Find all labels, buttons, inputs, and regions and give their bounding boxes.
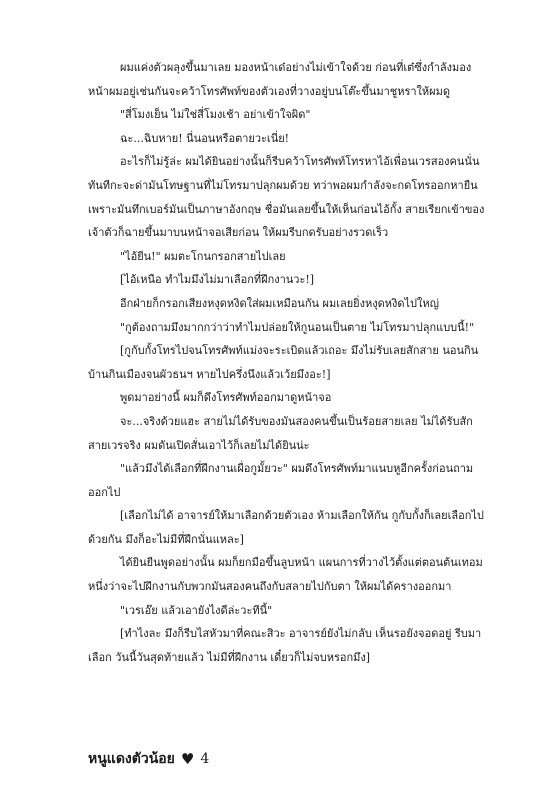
paragraph: ฉะ...ฉิบหาย! นี่นอนหรือตายวะเนี่ย! [120, 131, 290, 145]
paragraph: อะไรก็ไม่รู้ล่ะ ผมได้ยินอย่างนั้นก็รีบคว้าโทรศัพท์โทรหาไอ้เพื่อนเวรสองคนนั่นทันทีกะจะด่ามันโทษฐานที่ไม่โทรมาปลุกผมด้วย ทว่าพอผมกำลังจะกดโทรออกหายืนเพราะมันทึกเบอร์มันเป็นภาษาอังกฤษ ชื่อมันเลยขึ้นให้เห็นก่อนไอ้กั้ง สายเรียกเข้าของเจ้าตัวก็ฉายขึ้นมาบนหน้าจอเสียก่อน ให้ผมรีบกดรับอย่างรวดเร็ว [88, 155, 485, 240]
paragraph: "กูต้องถามมึงมากกว่าว่าทำไมปล่อยให้กูนอนเป็นตาย ไม่โทรมาปลุกแบบนี้!" [120, 320, 475, 334]
paragraph: จะ...จริงด้วยแฮะ สายไม่ได้รับของมันสองคนขึ้นเป็นร้อยสายเลย ไม่ได้รับสักสายเวรจริง ผมดันเปิดสั่นเอาไว้ก็เลยไม่ได้ยินน่ะ [88, 414, 473, 452]
paragraph: "เวรเอ๊ย แล้วเอายังไงดีล่ะวะทีนี้" [120, 603, 273, 617]
paragraph: "แล้วมึงได้เลือกที่ฝึกงานเผื่อกูมั้ยวะ" ผมดึงโทรศัพท์มาแนบหูอีกครั้งก่อนถามออกไป [88, 462, 474, 499]
paragraph: "ไอ้ยีน!" ผมตะโกนกรอกสายไปเลย [120, 249, 286, 263]
paragraph: พูดมาอย่างนี้ ผมก็ดึงโทรศัพท์ออกมาดูหน้าจอ [120, 391, 332, 405]
paragraph: ผมแค่งตัวผลุงขึ้นมาเลย มองหน้าเด๋อย่างไม่เข้าใจด้วย ก่อนที่เต๋ซึ่งกำลังมองหน้าผมอยู่เช่นกันจะคว้าโทรศัพท์ของตัวเองที่วางอยู่บนโต๊ะขึ้นมาชูหราให้ผมดู [88, 61, 472, 98]
paragraph: [กูกับกั้งโทรไปจนโทรศัพท์แม่งจะระเบิดแล้วเถอะ มึงไม่รับเลยสักสาย นอนกินบ้านกินเมืองจนผัวธนฯ หายไปครึ่งนึงแล้วเว้ยมึงอะ!] [88, 344, 479, 381]
page-number: 4 [200, 751, 210, 767]
page-footer [88, 748, 209, 770]
paragraph: [ทำไงละ มึงก็รีบไสหัวมาที่คณะสิวะ อาจารย์ยังไม่กลับ เห็นรอยังจอดอยู่ รีบมาเลือก วันนี้วันสุดท้ายแล้ว ไม่มีที่ฝึกงาน เดี๋ยวก็ไม่จบหรอกมึง] [88, 627, 482, 664]
footer-title: หนูแดงตัวน้อย [88, 751, 175, 767]
paragraph: ได้ยินยีนพูดอย่างนั้น ผมก็ยกมือขึ้นลูบหน้า แผนการที่วางไว้ตั้งแต่ตอนต้นเทอมหนึ่งว่าจะไปฝึกงานกับพวกมันสองคนถึงกับสลายไปกับตา ให้ผมได้คราง​ออกมา [88, 556, 483, 594]
paragraph: อีกฝ่ายก็กรอกเสียงหงุดหงิดใส่ผมเหมือนกัน ผมเลยยิ่งหงุดหงิดไปใหญ่ [120, 296, 439, 310]
page-body [88, 56, 488, 669]
paragraph: [ไอ้เหนือ ทำไมมึงไม่มาเลือกที่ฝึกงานวะ!] [120, 273, 315, 287]
paragraph: [เลือกไม่ได้ อาจารย์ให้มาเลือกด้วยตัวเอง ห้ามเลือกให้กัน กูกับกั้งก็เลยเลือกไปด้วยกัน มึงก็อะไม่มีที่ฝึกนั่นแหละ] [88, 509, 484, 546]
paragraph: "สี่โมงเย็น ไม่ใช่สี่โมงเช้า อย่าเข้าใจผิด" [120, 108, 311, 122]
heart-icon: ♥ [180, 750, 195, 768]
